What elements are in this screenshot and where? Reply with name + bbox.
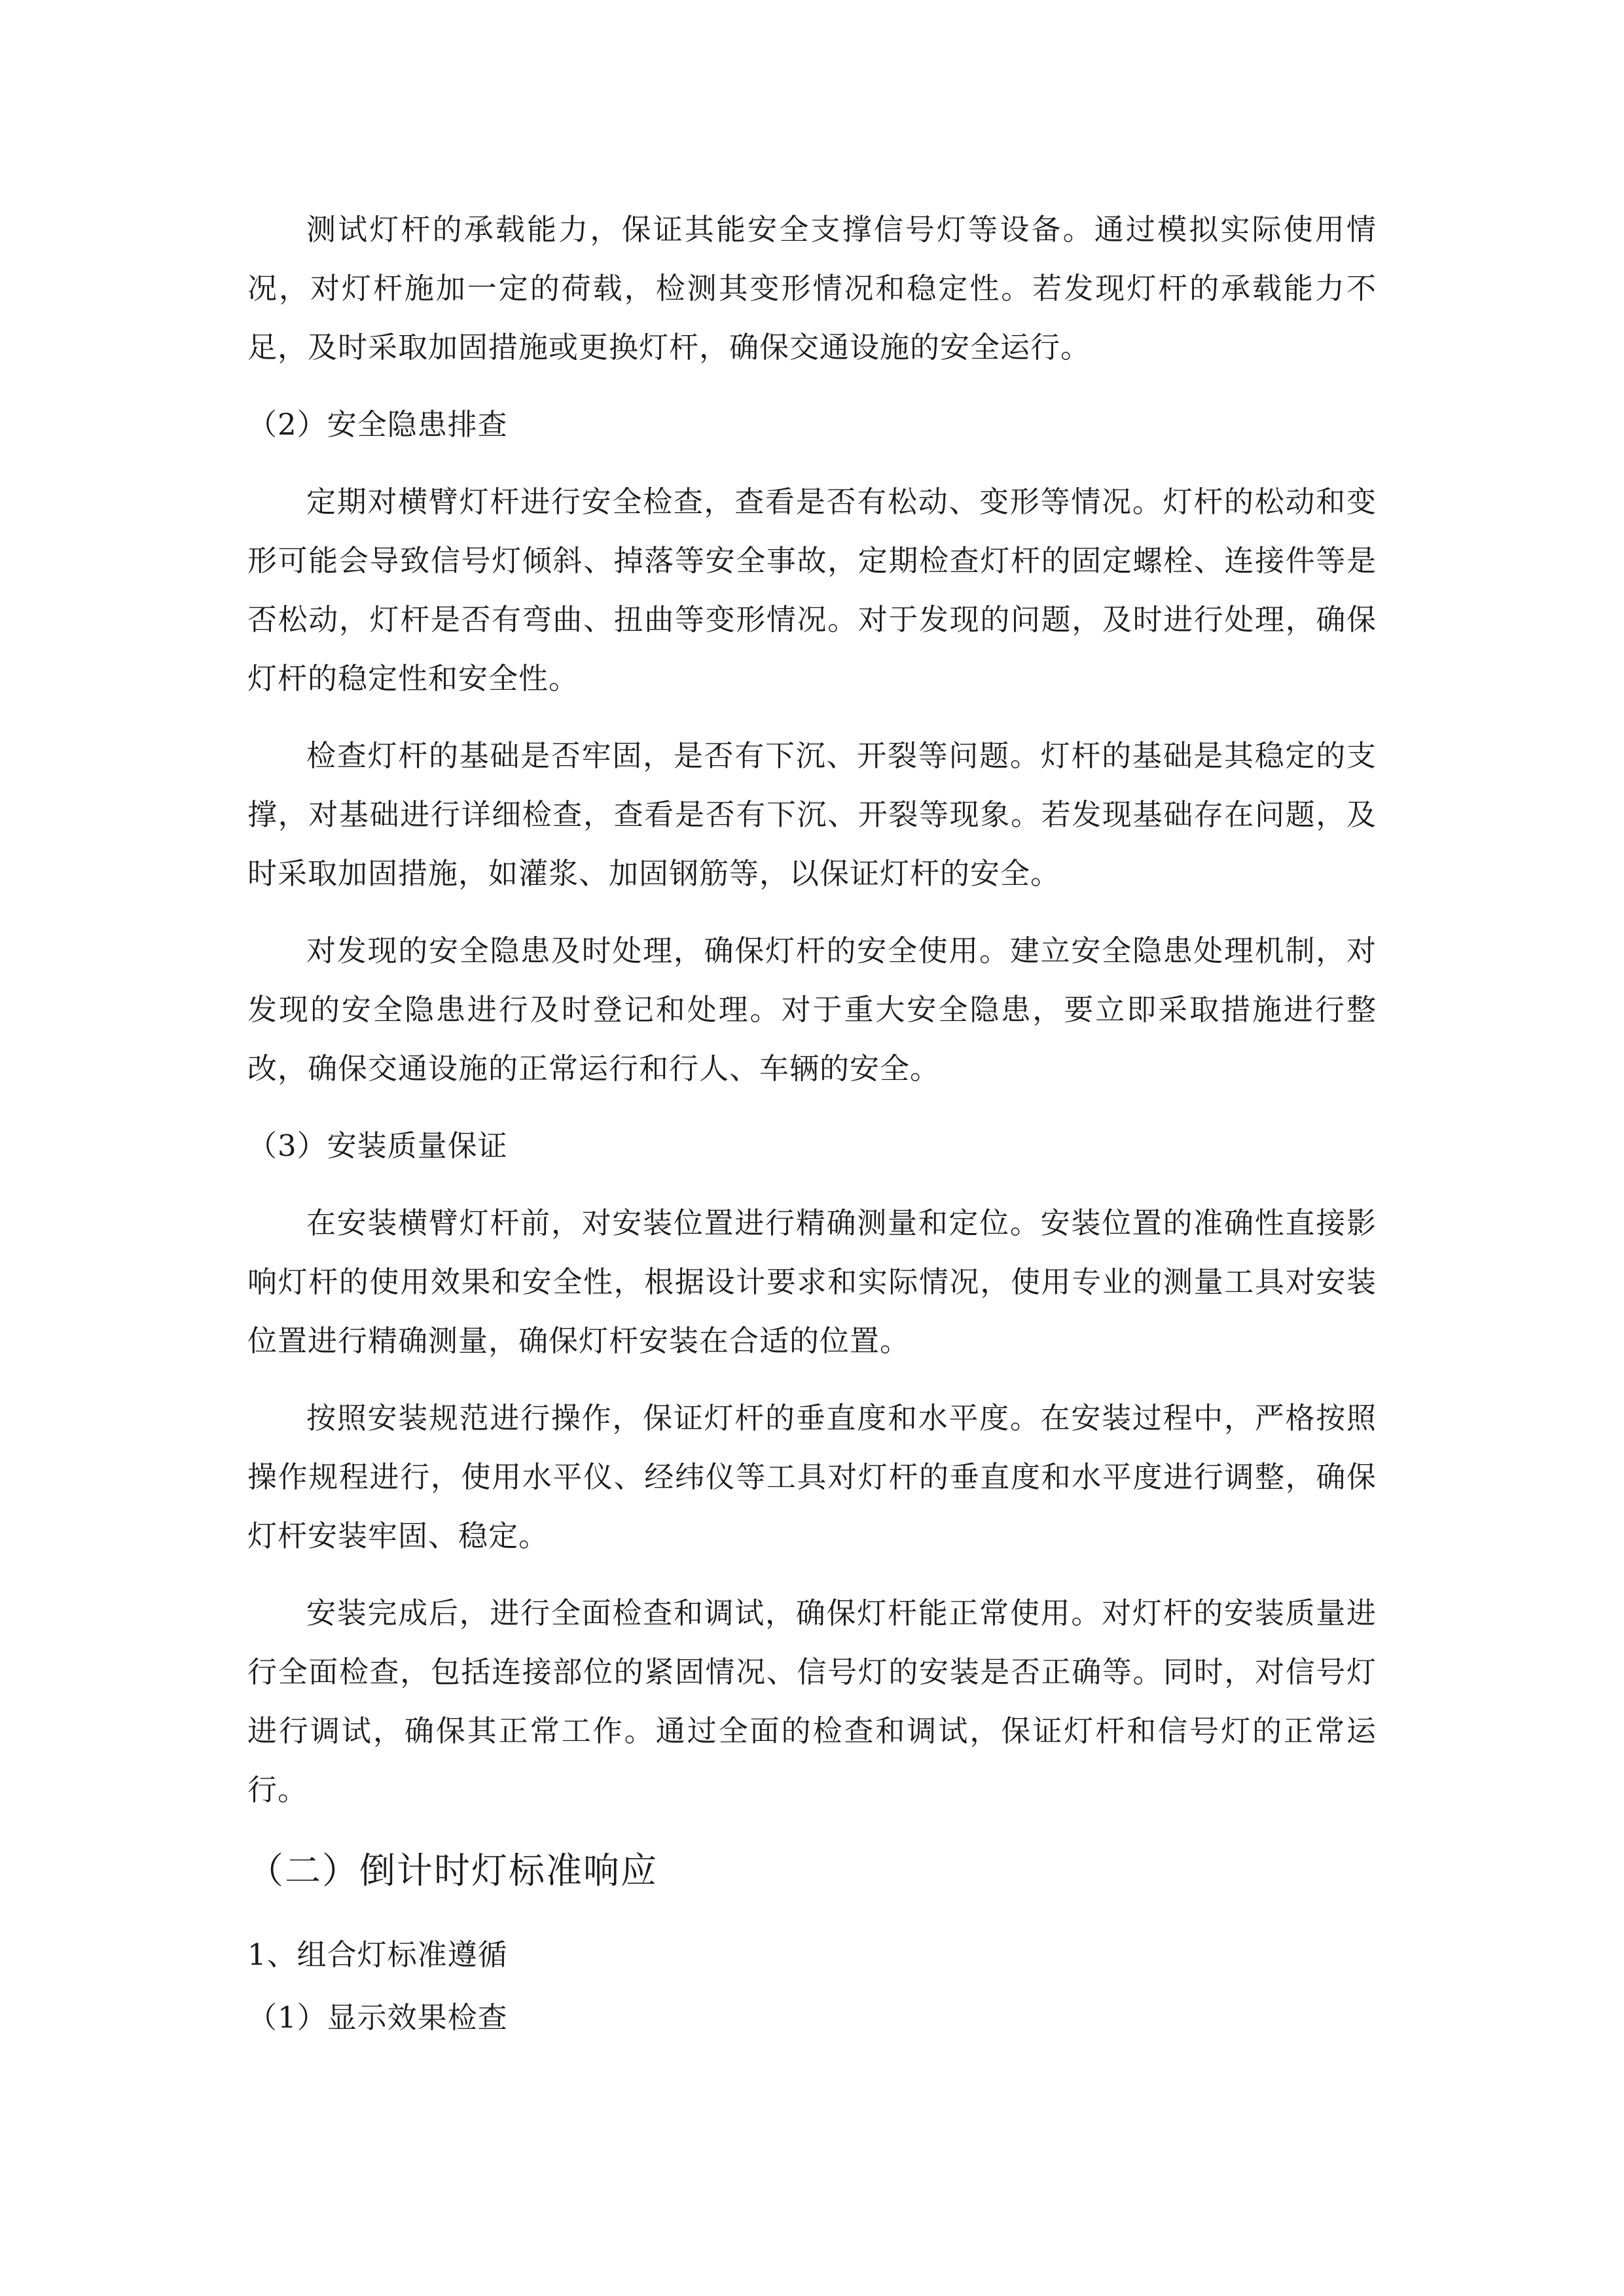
subsection-heading-combined-light: 1、组合灯标准遵循 (247, 1937, 508, 1972)
paragraph-hazard-handling: 对发现的安全隐患及时处理，确保灯杆的安全使用。建立安全隐患处理机制，对发现的安全隐患进行及时登记和处理。对于重大安全隐患，要立即采取措施进行整改，确保交通设施的正常运行和行人、车辆的安全。 (247, 933, 1377, 1086)
paragraph-positioning: 在安装横臂灯杆前，对安装位置进行精确测量和定位。安装位置的准确性直接影响灯杆的使用效果和安全性，根据设计要求和实际情况，使用专业的测量工具对安装位置进行精确测量，确保灯杆安装在合适的位置。 (247, 1206, 1377, 1358)
paragraph-install-spec: 按照安装规范进行操作，保证灯杆的垂直度和水平度。在安装过程中，严格按照操作规程进行，使用水平仪、经纬仪等工具对灯杆的垂直度和水平度进行调整，确保灯杆安装牢固、稳定。 (247, 1401, 1377, 1553)
subheading-safety-hazard: （2）安全隐患排查 (247, 407, 508, 442)
document-body (247, 200, 1377, 2051)
subheading-install-quality: （3）安装质量保证 (247, 1128, 508, 1163)
paragraph-final-check: 安装完成后，进行全面检查和调试，确保灯杆能正常使用。对灯杆的安装质量进行全面检查，包括连接部位的紧固情况、信号灯的安装是否正确等。同时，对信号灯进行调试，确保其正常工作。通过全面的检查和调试，保证灯杆和信号灯的正常运行。 (247, 1596, 1377, 1807)
paragraph-foundation-check: 检查灯杆的基础是否牢固，是否有下沉、开裂等问题。灯杆的基础是其稳定的支撑，对基础进行详细检查，查看是否有下沉、开裂等现象。若发现基础存在问题，及时采取加固措施，如灌浆、加固钢筋等，以保证灯杆的安全。 (247, 738, 1377, 891)
paragraph-load-capacity: 测试灯杆的承载能力，保证其能安全支撑信号灯等设备。通过模拟实际使用情况，对灯杆施加一定的荷载，检测其变形情况和稳定性。若发现灯杆的承载能力不足，及时采取加固措施或更换灯杆，确保交通设施的安全运行。 (247, 212, 1377, 365)
section-heading-countdown: （二）倒计时灯标准响应 (247, 1850, 659, 1892)
paragraph-regular-inspection: 定期对横臂灯杆进行安全检查，查看是否有松动、变形等情况。灯杆的松动和变形可能会导致信号灯倾斜、掉落等安全事故，定期检查灯杆的固定螺栓、连接件等是否松动，灯杆是否有弯曲、扭曲等变形情况。对于发现的问题，及时进行处理，确保灯杆的稳定性和安全性。 (247, 484, 1377, 696)
item-heading-display-check: （1）显示效果检查 (247, 2000, 508, 2035)
